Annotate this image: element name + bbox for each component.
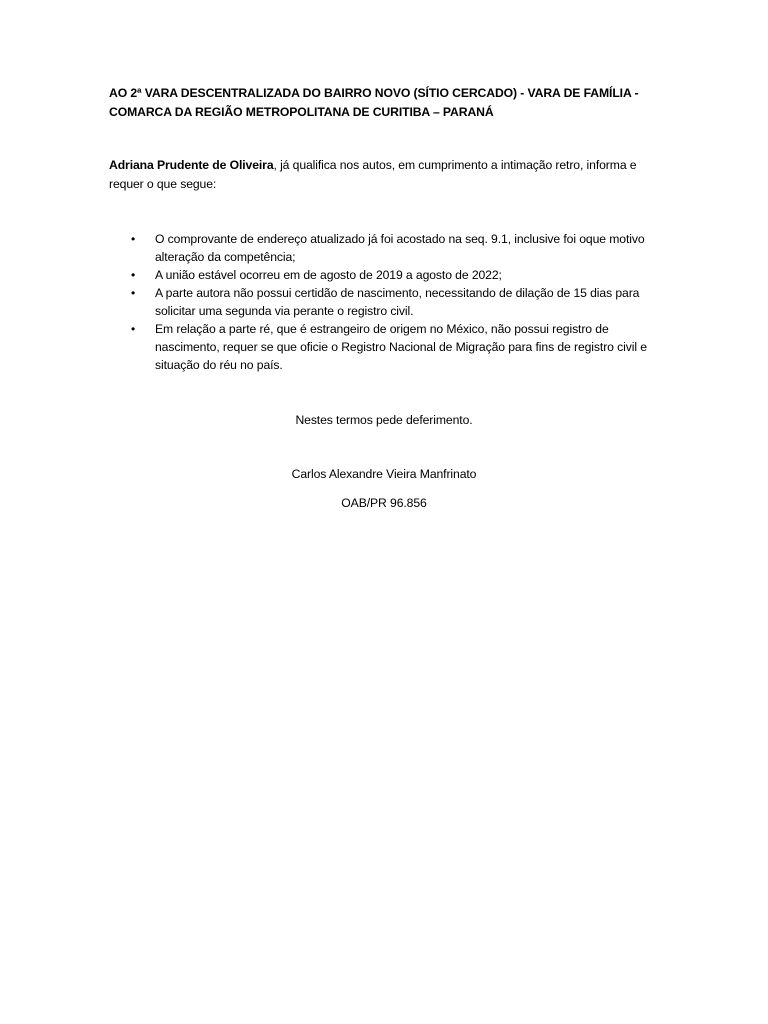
list-item-text: Em relação a parte ré, que é estrangeiro de origem no México, não possui registro de nascimento, requer se que oficie o Registro Nacional de Migração para fins de registro civil e situação do réu no país. xyxy=(155,322,647,372)
list-item-text: A união estável ocorreu em de agosto de 2019 a agosto de 2022; xyxy=(155,268,502,282)
party-name: Adriana Prudente de Oliveira xyxy=(109,158,274,172)
bullet-icon: • xyxy=(131,286,136,300)
list-item xyxy=(109,320,669,374)
bullet-icon: • xyxy=(131,322,136,336)
bullet-icon: • xyxy=(131,232,136,246)
list-item-text: A parte autora não possui certidão de nascimento, necessitando de dilação de 15 dias para solicitar uma segunda via perante o registro civil. xyxy=(155,286,640,318)
intro-text: , já qualifica nos autos, em cumprimento a intimação retro, informa e requer o que segue: xyxy=(109,158,637,191)
list-item xyxy=(109,266,669,284)
closing-statement: Nestes termos pede deferimento. xyxy=(295,413,473,427)
oab-number: OAB/PR 96.856 xyxy=(341,496,427,510)
intro-paragraph xyxy=(109,156,669,194)
court-heading: AO 2ª VARA DESCENTRALIZADA DO BAIRRO NOVO (SÍTIO CERCADO) - VARA DE FAMÍLIA - COMARCA DA REGIÃO METROPOLITANA DE CURITIBA – PARANÁ xyxy=(109,86,639,119)
list-item xyxy=(109,284,669,320)
list-item-text: O comprovante de endereço atualizado já foi acostado na seq. 9.1, inclusive foi oque motivo alteração da competência; xyxy=(155,232,645,264)
signer-name: Carlos Alexandre Vieira Manfrinato xyxy=(291,467,477,481)
bullet-icon: • xyxy=(131,268,136,282)
request-list xyxy=(109,230,669,374)
list-item xyxy=(109,230,669,266)
